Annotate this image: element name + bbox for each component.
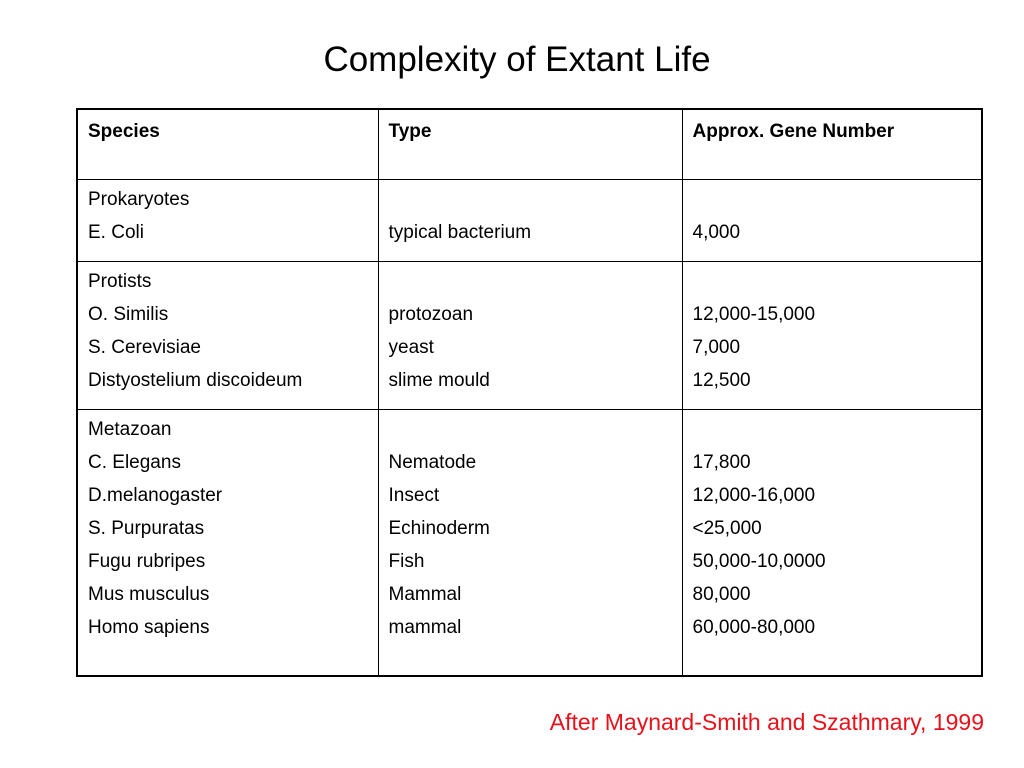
source-citation: After Maynard-Smith and Szathmary, 1999 — [549, 709, 984, 735]
slide-title: Complexity of Extant Life — [323, 40, 711, 79]
group-label: Metazoan — [88, 418, 172, 440]
gene-number: 12,000-15,000 — [692, 303, 816, 325]
gene-number-cell — [682, 179, 982, 261]
organism-type: yeast — [388, 336, 434, 358]
gene-number: 60,000-80,000 — [692, 616, 816, 638]
organism-type: Fish — [388, 550, 425, 572]
column-header-type: Type — [378, 109, 682, 179]
spacer-line — [693, 183, 972, 216]
species-name: D.melanogaster — [88, 484, 223, 506]
gene-number: 17,800 — [692, 451, 751, 473]
spacer-line — [693, 413, 972, 446]
table-row-prokaryotes — [77, 179, 982, 261]
organism-type: typical bacterium — [388, 221, 532, 243]
species-name: E. Coli — [88, 221, 144, 243]
spacer-line — [389, 413, 672, 446]
gene-number: 12,500 — [692, 369, 751, 391]
species-name: C. Elegans — [88, 451, 181, 473]
organism-type: Nematode — [388, 451, 477, 473]
spacer-line — [389, 265, 672, 298]
type-cell — [378, 409, 682, 676]
table-row-metazoan — [77, 409, 982, 676]
gene-number: 80,000 — [692, 583, 751, 605]
type-cell — [378, 179, 682, 261]
gene-number-cell — [682, 409, 982, 676]
gene-number: 50,000-10,0000 — [692, 550, 826, 572]
organism-type: Insect — [388, 484, 440, 506]
organism-type: slime mould — [388, 369, 490, 391]
species-name: Homo sapiens — [88, 616, 210, 638]
group-label: Prokaryotes — [88, 188, 190, 210]
species-cell — [77, 179, 378, 261]
organism-type: mammal — [388, 616, 462, 638]
gene-number-cell — [682, 261, 982, 409]
table-header-row — [77, 109, 982, 179]
gene-number: <25,000 — [692, 517, 762, 539]
column-header-species: Species — [77, 109, 378, 179]
gene-number-table — [76, 108, 983, 677]
gene-number: 12,000-16,000 — [692, 484, 816, 506]
species-name: S. Cerevisiae — [88, 336, 201, 358]
species-cell — [77, 409, 378, 676]
table-row-protists — [77, 261, 982, 409]
species-cell — [77, 261, 378, 409]
spacer-line — [693, 265, 972, 298]
species-name: Mus musculus — [88, 583, 210, 605]
organism-type: protozoan — [388, 303, 474, 325]
gene-number: 4,000 — [692, 221, 741, 243]
column-header-gene-number: Approx. Gene Number — [682, 109, 982, 179]
gene-number: 7,000 — [692, 336, 741, 358]
spacer-line — [389, 183, 672, 216]
species-name: S. Purpuratas — [88, 517, 205, 539]
type-cell — [378, 261, 682, 409]
group-label: Protists — [88, 270, 152, 292]
species-name: Distyostelium discoideum — [88, 369, 303, 391]
species-name: Fugu rubripes — [88, 550, 206, 572]
organism-type: Echinoderm — [388, 517, 490, 539]
organism-type: Mammal — [388, 583, 462, 605]
species-name: O. Similis — [88, 303, 169, 325]
